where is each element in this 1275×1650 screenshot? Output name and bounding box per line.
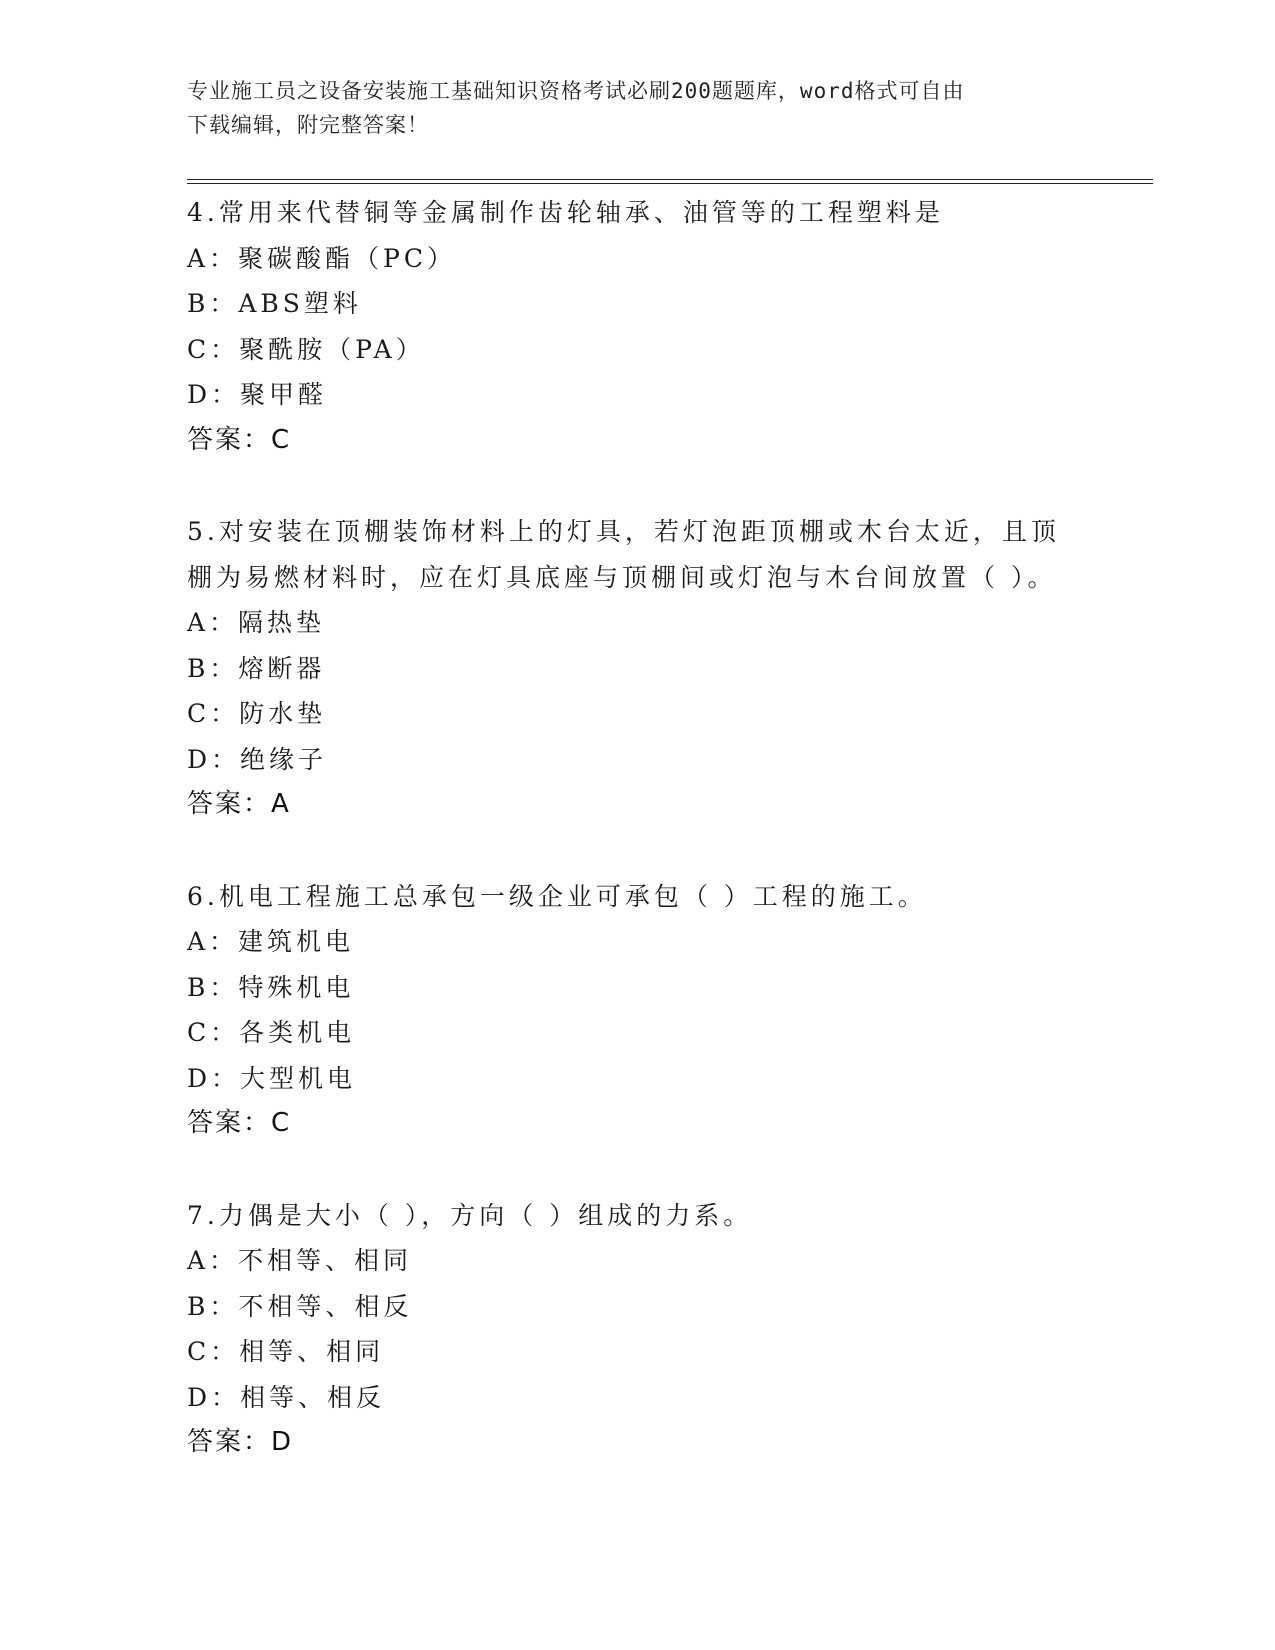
answer-key: 答案：C: [187, 424, 292, 455]
answer-option: B：不相等、相反: [187, 1291, 413, 1321]
question-block: [187, 509, 1087, 828]
answer-option: B：ABS塑料: [187, 289, 362, 318]
answer-option: D：绝缘子: [187, 744, 328, 774]
question-stem: 6.机电工程施工总承包一级企业可承包（ ）工程的施工。: [187, 881, 927, 911]
answer-option: A：聚碳酸酯（PC）: [187, 243, 457, 273]
answer-option: C：各类机电: [187, 1018, 356, 1047]
question-stem: 4.常用来代替铜等金属制作齿轮轴承、油管等的工程塑料是: [187, 198, 944, 227]
answer-option: B：特殊机电: [187, 972, 355, 1002]
question-block: [187, 1193, 1087, 1466]
answer-option: C：聚酰胺（PA）: [187, 334, 425, 364]
question-stem: 5.对安装在顶棚装饰材料上的灯具，若灯泡距顶棚或木台太近，且顶: [187, 517, 1060, 546]
answer-option: A：隔热垫: [187, 608, 326, 637]
header-line-1: 专业施工员之设备安装施工基础知识资格考试必刷200题题库，word格式可自由: [187, 79, 965, 103]
answer-option: C：防水垫: [187, 699, 327, 728]
answer-key: 答案：C: [187, 1108, 292, 1138]
answer-option: B：熔断器: [187, 653, 326, 683]
answer-option: D：聚甲醛: [187, 380, 328, 409]
question-stem: 7.力偶是大小（ ），方向（ ）组成的力系。: [187, 1200, 753, 1230]
question-block: [187, 874, 1087, 1147]
answer-key: 答案：D: [187, 1427, 294, 1457]
question-block: [187, 190, 1087, 463]
answer-key: 答案：A: [187, 789, 291, 819]
answer-option: A：建筑机电: [187, 927, 355, 956]
answer-option: D：相等、相反: [187, 1382, 386, 1412]
answer-option: D：大型机电: [187, 1063, 357, 1093]
answer-option: C：相等、相同: [187, 1337, 385, 1366]
document-header: [187, 74, 1067, 142]
header-divider-bottom: [187, 183, 1153, 184]
header-divider-top: [187, 179, 1153, 180]
answer-option: A：不相等、相同: [187, 1246, 413, 1275]
question-stem: 棚为易燃材料时，应在灯具底座与顶棚间或灯泡与木台间放置（ ）。: [187, 562, 1057, 592]
header-line-2: 下载编辑，附完整答案！: [187, 113, 429, 137]
question-list: [187, 190, 1087, 1512]
